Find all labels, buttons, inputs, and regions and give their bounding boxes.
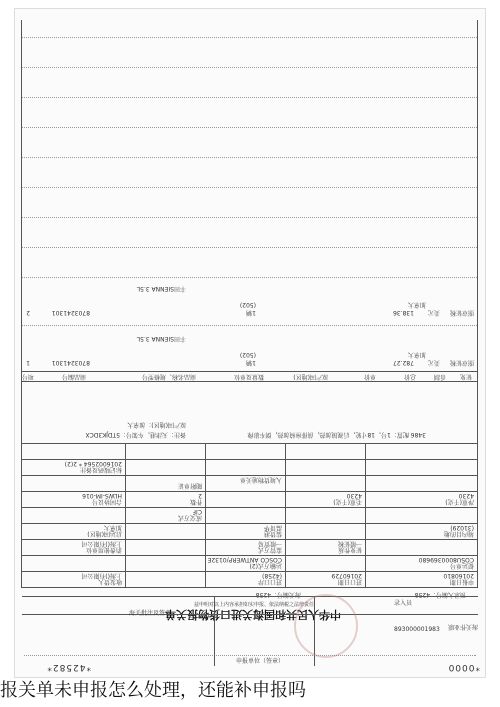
entry-number: 预录入编号：4258 [414, 591, 466, 598]
rotated-page [14, 8, 486, 678]
customs-declaration-document [14, 8, 486, 678]
field-label: 提运单号 [449, 562, 474, 569]
field-label: 消费使用单位 [85, 546, 122, 553]
field-label: 合同协议号 [91, 498, 122, 505]
field-value: 一般贸易 [257, 540, 282, 547]
grid-line [477, 20, 478, 382]
field-value: (31029) [450, 524, 474, 531]
grid-line [21, 380, 22, 588]
row-divider [22, 325, 478, 326]
col-header: 商品编号 [61, 373, 86, 380]
field-label: 毛重(千克) [333, 498, 362, 505]
field-value: 2016002564 * 2(2) [64, 460, 122, 467]
footer-declaration: 兹申明对以上内容承担如实申报、依法纳税之法律责任 [194, 602, 315, 608]
grid-line [365, 444, 366, 588]
row-divider [22, 67, 478, 68]
col-header: 原产国(地区) [293, 373, 328, 380]
field-label: 随附单证 [177, 482, 202, 489]
grid-line [22, 587, 478, 588]
field-value: COSCO ANTWERP/0132E [207, 556, 282, 563]
serial-number-right: *0000 [447, 662, 480, 672]
declaration-number: 海关编号：4258 [255, 591, 301, 598]
grid-line [125, 444, 126, 588]
field-value: 一般征税 [337, 540, 362, 547]
row-name: 丰田SIENNA 3.5L [136, 285, 186, 292]
row-name: 丰田SIENNA 3.5L [136, 335, 186, 342]
field-label: 监管方式 [257, 546, 282, 553]
row-price: 138.36 [393, 309, 414, 316]
grid-line [205, 444, 206, 588]
col-header: 商品名称、规格型号 [141, 373, 196, 380]
row-origin: 加拿大 [407, 301, 426, 308]
perforation-top [24, 655, 476, 656]
field-value: (4258) [262, 572, 282, 579]
col-header: 总价 [403, 373, 416, 380]
remarks-line-1: 3486 配置：1号，18寸轮，后视镜加热，前排座椅加热，倒车影像 [247, 431, 426, 438]
grid-line [477, 380, 478, 588]
field-value: HLWS-IM-016 [82, 492, 122, 499]
field-value: COSU8000369680 [418, 556, 474, 563]
field-value: 20160810 [443, 572, 474, 579]
row-levy: 照章征税 [449, 359, 474, 366]
row-no: 2 [26, 309, 30, 316]
grid-line [21, 20, 22, 382]
col-header: 项号 [21, 373, 34, 380]
grid-line [22, 381, 478, 382]
row-divider [22, 187, 478, 188]
red-seal-stamp [294, 594, 358, 658]
grid-line [22, 371, 478, 372]
field-label: 收发货人 [97, 578, 122, 585]
row-divider [22, 37, 478, 38]
field-label: 申报日期 [449, 578, 474, 585]
row-unit: (502) [239, 351, 256, 358]
col-header: 征免 [459, 373, 472, 380]
row-origin: 加拿大 [407, 351, 426, 358]
row-divider [22, 277, 478, 278]
footer-signature: 申报单位（签章） [236, 658, 285, 665]
col-header: 币制 [433, 373, 446, 380]
field-value: CIF [192, 508, 202, 515]
row-qty: 1辆 [246, 359, 256, 366]
field-value: 4230 [458, 492, 474, 499]
grid-line [22, 523, 478, 524]
field-value: 上海()有限公司 [81, 540, 122, 547]
row-divider [22, 97, 478, 98]
col-header: 单价 [363, 373, 376, 380]
footer-line [22, 614, 478, 615]
row-code: 8703241301 [51, 359, 90, 366]
field-label: 成交方式 [177, 514, 202, 521]
field-value: 上海()有限公司 [81, 572, 122, 579]
row-currency: 美元 [427, 359, 440, 366]
grid-line [285, 444, 286, 588]
field-label: 启运国(地区) [87, 530, 122, 537]
footer-entry-clerk: 录入员 [394, 600, 413, 607]
row-unit: (502) [239, 301, 256, 308]
field-label: 进口口岸 [257, 578, 282, 585]
field-label: 标记唛码及备注 [79, 466, 122, 473]
row-code: 8703241301 [51, 309, 90, 316]
page-caption: 报关单未申报怎么处理，还能补申报吗 [0, 680, 306, 701]
customs-work-copy-label: 海关作业联 [447, 623, 478, 630]
field-label: 件数 [189, 498, 202, 505]
col-header: 数量及单位 [233, 373, 264, 380]
field-label: 运输方式(2) [249, 562, 282, 569]
row-currency: 美元 [427, 309, 440, 316]
row-levy: 照章征税 [449, 309, 474, 316]
footer-customs-stamp: 海关批注及签章 [129, 610, 172, 617]
field-value: 20160729 [331, 572, 362, 579]
remarks-line-2: 备注：天津港，车架号：5TDJK3DCX [85, 431, 186, 438]
grid-line [22, 507, 478, 508]
row-divider [22, 127, 478, 128]
footer-code: 893000001983 [394, 626, 440, 633]
grid-line [22, 443, 478, 444]
row-qty: 1辆 [246, 309, 256, 316]
field-value: 4230 [346, 492, 362, 499]
row-price: 782.27 [393, 359, 414, 366]
remarks-line-3: 原产国(地区)：加拿大 [127, 421, 186, 428]
field-value: 温哥华 [263, 524, 282, 531]
row-divider [22, 217, 478, 218]
row-no: 1 [26, 359, 30, 366]
row-divider [22, 247, 478, 248]
field-label: 进口日期 [337, 578, 362, 585]
field-label: 净重(千克) [445, 498, 474, 505]
serial-number-top: *42582* [46, 662, 91, 672]
field-value: 加拿大 [103, 524, 122, 531]
field-value: 入境货物通关单 [239, 476, 282, 483]
row-divider [22, 157, 478, 158]
field-value: 2 [198, 492, 202, 499]
field-label: 装货港 [263, 530, 282, 537]
field-label: 征免性质 [337, 546, 362, 553]
footer-line [22, 596, 478, 597]
field-label: 境内目的地 [443, 530, 474, 537]
document-title: 中华人民共和国海关进口货物报关单 [165, 608, 341, 621]
